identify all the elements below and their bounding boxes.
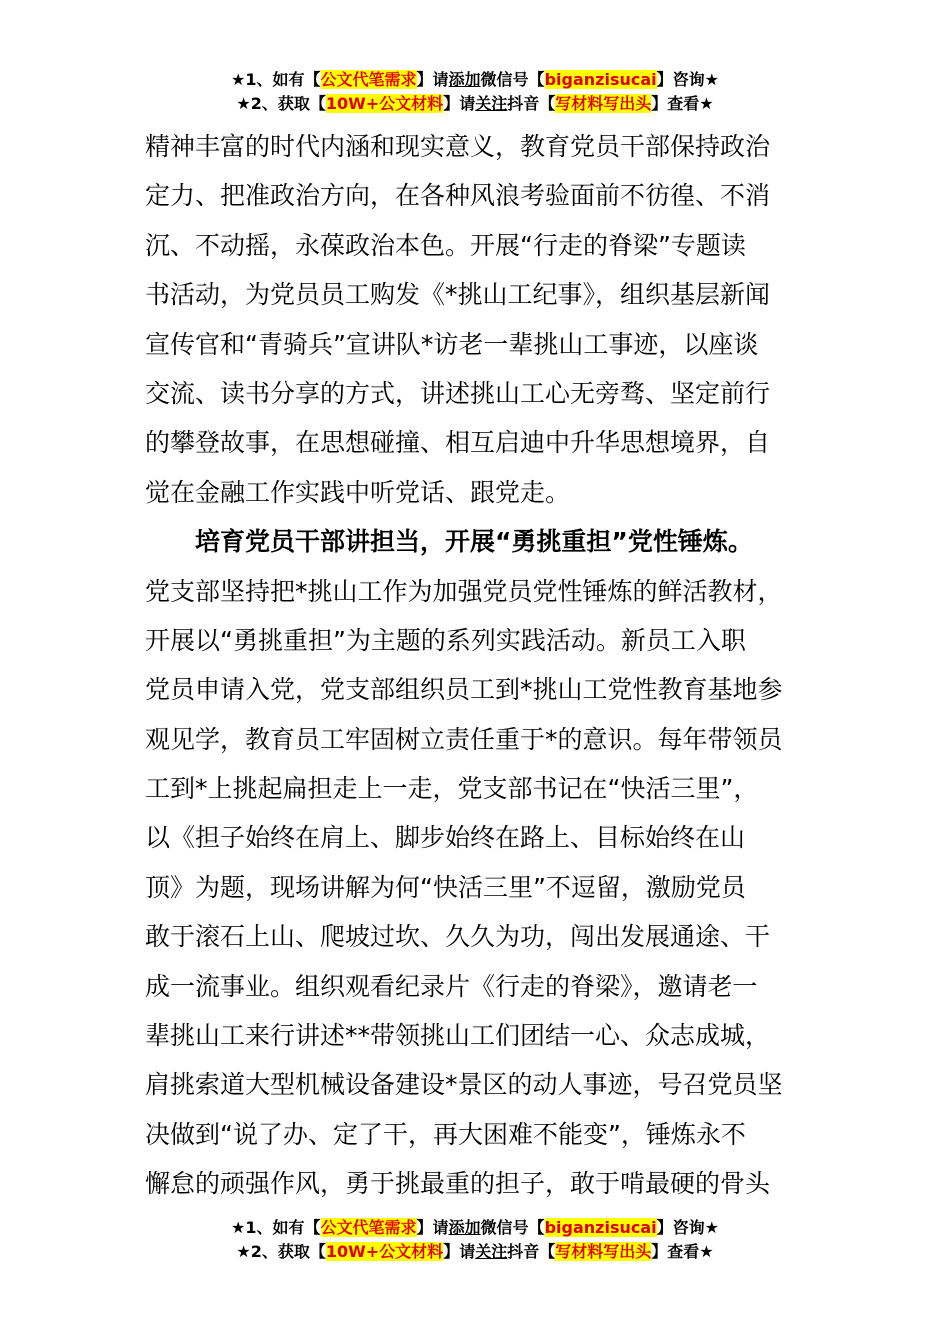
wechat-id: biganzisucai <box>544 1218 657 1237</box>
douyin-id: 写材料写出头 <box>555 94 652 113</box>
header-line-2: ★2、获取【10W+公文材料】请关注抖音【写材料写出头】查看★ <box>236 94 714 113</box>
text-line: 党员申请入党，党支部组织员工到*挑山工党性教育基地参 <box>145 675 783 705</box>
text-line: 成一流事业。组织观看纪录片《行走的脊梁》，邀请老一 <box>145 971 758 1001</box>
highlight-text: 10W+公文材料 <box>325 1242 444 1261</box>
text-line: 书活动，为党员员工购发《*挑山工纪事》，组织基层新闻 <box>145 280 771 310</box>
text-line: 肩挑索道大型机械设备建设*景区的动人事迹，号召党员坚 <box>145 1070 783 1100</box>
text-line: 观见学，教育员工牢固树立责任重于*的意识。每年带领员 <box>145 724 783 754</box>
text-line: 决做到“说了办、定了干，再大困难不能变”，锤炼永不 <box>145 1119 746 1149</box>
wechat-id: biganzisucai <box>544 70 657 89</box>
text-line: 工到*上挑起扁担走上一走，党支部书记在“快活三里”， <box>145 774 759 804</box>
highlight-text: 10W+公文材料 <box>325 94 444 113</box>
text-line: 觉在金融工作实践中听党话、跟党走。 <box>145 477 571 507</box>
header-banner <box>0 68 950 116</box>
text-line: 交流、读书分享的方式，讲述挑山工心无旁骛、坚定前行 <box>145 378 771 408</box>
text-line: 敢于滚石上山、爬坡过坎、久久为功，闯出发展通途、干 <box>145 922 771 952</box>
text-line: 沉、不动摇，永葆政治本色。开展“行走的脊梁”专题读 <box>145 230 746 260</box>
footer-line-2: ★2、获取【10W+公文材料】请关注抖音【写材料写出头】查看★ <box>236 1242 714 1261</box>
text-line: 顶》为题，现场讲解为何“快活三里”不逗留，激励党员 <box>145 872 746 902</box>
text-line: 以《担子始终在肩上、脚步始终在路上、目标始终在山 <box>145 823 746 853</box>
text-line: 宣传官和“青骑兵”宣讲队*访老一辈挑山工事迹，以座谈 <box>145 329 759 359</box>
highlight-text: 公文代笔需求 <box>320 1218 417 1237</box>
text-line: 精神丰富的时代内涵和现实意义，教育党员干部保持政治 <box>145 132 771 161</box>
header-line-1: ★1、如有【公文代笔需求】请添加微信号【biganzisucai】咨询★ <box>231 70 719 89</box>
text-line: 定力、把准政治方向，在各种风浪考验面前不彷徨、不消 <box>145 181 771 211</box>
text-line: 懈怠的顽强作风，勇于挑最重的担子，敢于啃最硬的骨头 <box>145 1169 771 1199</box>
highlight-text: 公文代笔需求 <box>320 70 417 89</box>
text-line: 辈挑山工来行讲述**带领挑山工们团结一心、众志成城， <box>145 1021 771 1051</box>
douyin-id: 写材料写出头 <box>555 1242 652 1261</box>
section-heading: 培育党员干部讲担当，开展“勇挑重担”党性锤炼。 <box>145 527 753 557</box>
footer-banner <box>0 1216 950 1264</box>
text-line: 的攀登故事，在思想碰撞、相互启迪中升华思想境界，自 <box>145 428 771 458</box>
text-line: 开展以“勇挑重担”为主题的系列实践活动。新员工入职 <box>145 625 746 655</box>
text-line: 党支部坚持把*挑山工作为加强党员党性锤炼的鲜活教材， <box>145 576 783 606</box>
footer-line-1: ★1、如有【公文代笔需求】请添加微信号【biganzisucai】咨询★ <box>231 1218 719 1237</box>
document-body <box>145 122 810 1209</box>
